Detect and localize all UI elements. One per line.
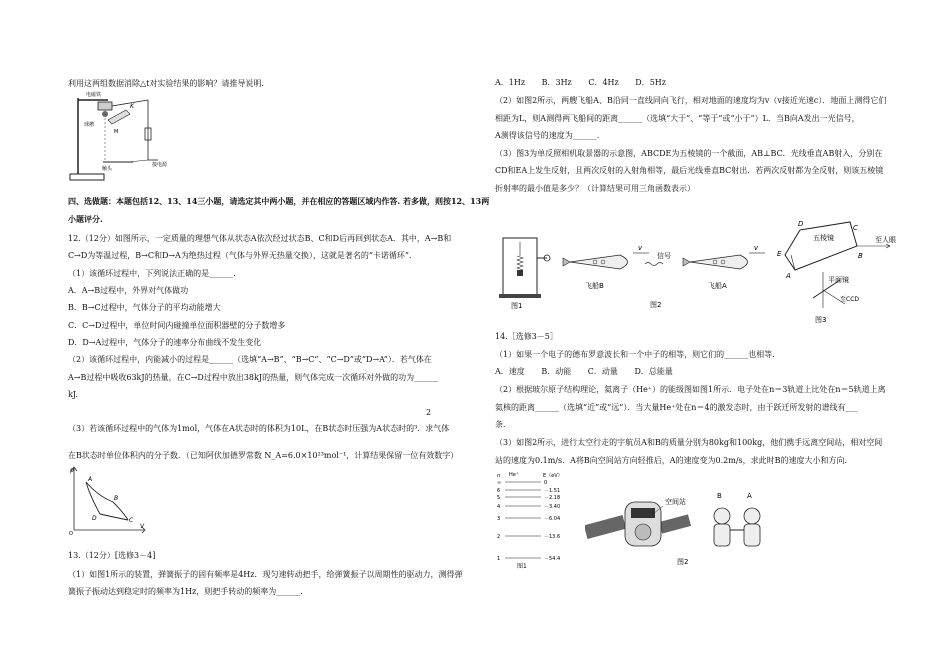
- astronaut-a: [744, 508, 760, 546]
- space-station: [585, 502, 691, 546]
- spaceship-a: [683, 255, 748, 269]
- energy-caption: 图1: [517, 563, 527, 570]
- point-d: D: [92, 515, 97, 522]
- energy-level-n: 5: [497, 495, 501, 501]
- q14-option-d: D．总能量: [634, 367, 673, 376]
- fig1-caption: 图1: [511, 302, 523, 310]
- origin-o: O: [69, 531, 73, 536]
- right-column: [495, 0, 905, 672]
- label-astronaut-b: B: [717, 492, 722, 500]
- section4-line2: 小题评分.: [68, 214, 103, 224]
- q14-option-b: B．动能: [541, 367, 572, 376]
- q13-sub3-line2: CD和EA上发生反射，且两次反射的入射角相等，最后光线垂直BC射出．若两次反射都为全反射，则该五棱镜: [495, 166, 884, 175]
- q12-option-c: C．C→D过程中，单位时间内碰撞单位面积器壁的分子数增多: [68, 321, 286, 330]
- point-a: A: [88, 476, 93, 483]
- q14-line7: 站的速度为0.1m/s．A将B向空间站方向轻推后，A的速度变为0.2m/s，求此时B的速度大小和方向．: [495, 456, 853, 465]
- option-c: C．4Hz: [588, 78, 619, 87]
- q14-line1: 14.［选修3－5］: [495, 332, 558, 341]
- option-d: D．5Hz: [635, 78, 666, 87]
- q12-sub3-line2: 在B状态时单位体积内的分子数．（已知阿伏加德罗常数 N_A=6.0×10²³mol⁻¹，计算结果保留一位有效数字）: [68, 451, 459, 460]
- energy-level-diagram: [495, 470, 575, 570]
- q12-sub1: （1）该循环过程中，下列说法正确的是______．: [68, 269, 242, 278]
- apparatus-figure: [68, 90, 168, 185]
- label-prism: 五棱镜: [813, 234, 834, 242]
- q12-option-b: B．B→C过程中，气体分子的平均动能增大: [68, 303, 221, 312]
- fraction-numerator: 2: [426, 408, 432, 417]
- label-astronaut-a: A: [747, 492, 752, 500]
- velocity-b: v: [638, 244, 643, 252]
- label-signal: 信号: [657, 252, 671, 260]
- q12-sub2-line2: A→B过程中吸收63kJ的热量，在C→D过程中放出38kJ的热量，则气体完成一次循环对外做的功为______: [68, 373, 439, 382]
- label-power: 接电源: [152, 162, 168, 168]
- q13-sub2-line1: （2）如图2所示，两艘飞船A、B沿同一直线同向飞行，相对地面的速度均为v（v接近光速c）．地面上测得它们: [495, 96, 887, 105]
- label-contact: 触头: [102, 166, 113, 172]
- q14-line3: （2）根据玻尔原子结构理论，氦离子（He⁺）的能级图如图1所示．电子处在n＝3轨道上比处在n＝5轨道上离: [495, 385, 886, 394]
- q12-option-a: A．A→B过程中，外界对气体做功: [68, 286, 189, 295]
- pv-graph: [68, 464, 148, 536]
- q14-line6: （3）如图2所示，进行太空行走的宇航员A和B的质量分别为80kg和100kg，他们携手远离空间站，相对空间: [495, 438, 883, 447]
- energy-level-value: －3.40: [544, 504, 561, 510]
- point-b: B: [114, 495, 119, 502]
- q14-line4: 氦核的距离______（选填“近”或“远”）．当大量He⁺处在n＝4的激发态时，由于跃迁所发射的谱线有___: [495, 403, 858, 412]
- q12-sub2-line3: kJ.: [68, 390, 78, 399]
- label-k: K: [130, 103, 134, 110]
- q13-sub3-line1: （3）图3为单反照相机取景器的示意图，ABCDE为五棱镜的一个截面，AB⊥BC．光线垂直AB射入，分别在: [495, 149, 883, 158]
- fig3-caption: 图3: [815, 316, 827, 324]
- energy-level-n: ∞: [497, 480, 502, 486]
- q14-line2: （1）如果一个电子的德布罗意波长和一个中子的相等，则它们的______也相等．: [495, 350, 781, 359]
- q14-options: [495, 366, 905, 377]
- axis-p: p: [70, 467, 74, 474]
- q13-sub2-line3: A测得该信号的速度为______.: [495, 131, 600, 140]
- q13-sub2-line2: 相距为L，则A测得两飞船间的距离______（选填“大于”、“等于”或“小于”）L．当B向A发出一光信号，: [495, 114, 860, 123]
- section4-line1: 四、选做题：本题包括12、13、14三小题，请选定其中两小题，并在相应的答题区域内作答. 若多做，则按12、13两: [68, 196, 490, 206]
- option-a: A．1Hz: [495, 78, 526, 87]
- energy-level-n: 1: [497, 556, 501, 562]
- energy-unit: E（eV）: [543, 473, 563, 479]
- energy-level-n: 4: [497, 504, 501, 510]
- label-ball-slot: 球槽: [84, 122, 95, 128]
- label-to-eye: 至人眼: [875, 236, 896, 244]
- energy-title: He⁺: [509, 472, 519, 478]
- intro-text: 利用这两组数据消除△t对实验结果的影响？请推导说明.: [68, 79, 264, 88]
- q14-line5: 条．: [495, 420, 511, 429]
- pentaprism: [785, 222, 890, 308]
- option-b: B．3Hz: [541, 78, 572, 87]
- q13-line1: 13.（12分）[选修3－4]: [68, 551, 156, 560]
- q12-option-d: D．D→A过程中，气体分子的速率分布曲线不发生变化: [68, 338, 262, 347]
- label-mirror: 平面镜: [828, 276, 849, 284]
- energy-level-value: －2.18: [544, 495, 561, 501]
- energy-n-header: n: [497, 473, 501, 479]
- velocity-a: v: [754, 244, 759, 252]
- q13-sub3-line3: 折射率的最小值是多少？（计算结果可用三角函数表示）: [495, 184, 695, 193]
- q12-sub2-line1: （2）该循环过程中，内能减小的过程是______（选填“A→B”、“B→C”、“C→D”或“D→A”）．若气体在: [68, 355, 432, 364]
- point-c: C: [129, 517, 134, 524]
- fig2-caption: 图2: [650, 301, 662, 309]
- label-electromagnet: 电磁铁: [86, 92, 102, 98]
- prism-b: B: [858, 252, 863, 260]
- label-ship-b: 飞船B: [585, 282, 604, 290]
- q12-line1: 12.（12分）如图所示，一定质量的理想气体从状态A依次经过状态B、C和D后再回到状态A．其中，A→B和: [68, 234, 452, 243]
- energy-level-n: 6: [497, 488, 501, 494]
- space-figure: [585, 490, 815, 570]
- prism-d: D: [798, 220, 804, 228]
- astronaut-b: [714, 508, 730, 546]
- label-to-ccd: 至CCD: [840, 296, 859, 303]
- prism-e: E: [777, 250, 782, 258]
- energy-level-value: －13.6: [544, 534, 561, 540]
- energy-level-n: 2: [497, 534, 501, 540]
- space-caption: 图2: [677, 558, 689, 566]
- prism-a: A: [786, 272, 791, 280]
- q13-options: [495, 77, 905, 88]
- axis-v: V: [140, 523, 145, 530]
- spaceship-b: [563, 255, 628, 269]
- label-m: M: [114, 129, 119, 135]
- q13-figures: [495, 200, 905, 325]
- energy-level-value: 0: [544, 480, 548, 486]
- q13-line3: 簧振子振动达到稳定时的频率为1Hz，则把手转动的频率为______．: [68, 587, 309, 596]
- q13-line2: （1）如图1所示的装置，弹簧振子的固有频率是4Hz．现匀速转动把手，给弹簧振子以周期性的驱动力，测得弹: [68, 570, 463, 579]
- energy-level-value: －54.4: [544, 556, 561, 562]
- prism-c: C: [853, 224, 858, 232]
- energy-level-value: －6.04: [544, 516, 561, 522]
- energy-level-value: －1.51: [544, 488, 561, 494]
- q12-sub3-line1: （3）若该循环过程中的气体为1mol，气体在A状态时的体积为10L，在B状态时压强为A状态时的³．求气体: [68, 424, 450, 433]
- energy-levels: [497, 480, 560, 562]
- q14-option-c: C．动量: [587, 367, 618, 376]
- label-station: 空间站: [665, 498, 686, 506]
- left-column: [68, 0, 490, 672]
- label-ship-a: 飞船A: [708, 282, 727, 290]
- q14-option-a: A．速度: [495, 367, 525, 376]
- energy-level-n: 3: [497, 516, 501, 522]
- q12-line2: C→D为等温过程，B→C和D→A为绝热过程（气体与外界无热量交换），这就是著名的“卡诺循环”．: [68, 251, 418, 260]
